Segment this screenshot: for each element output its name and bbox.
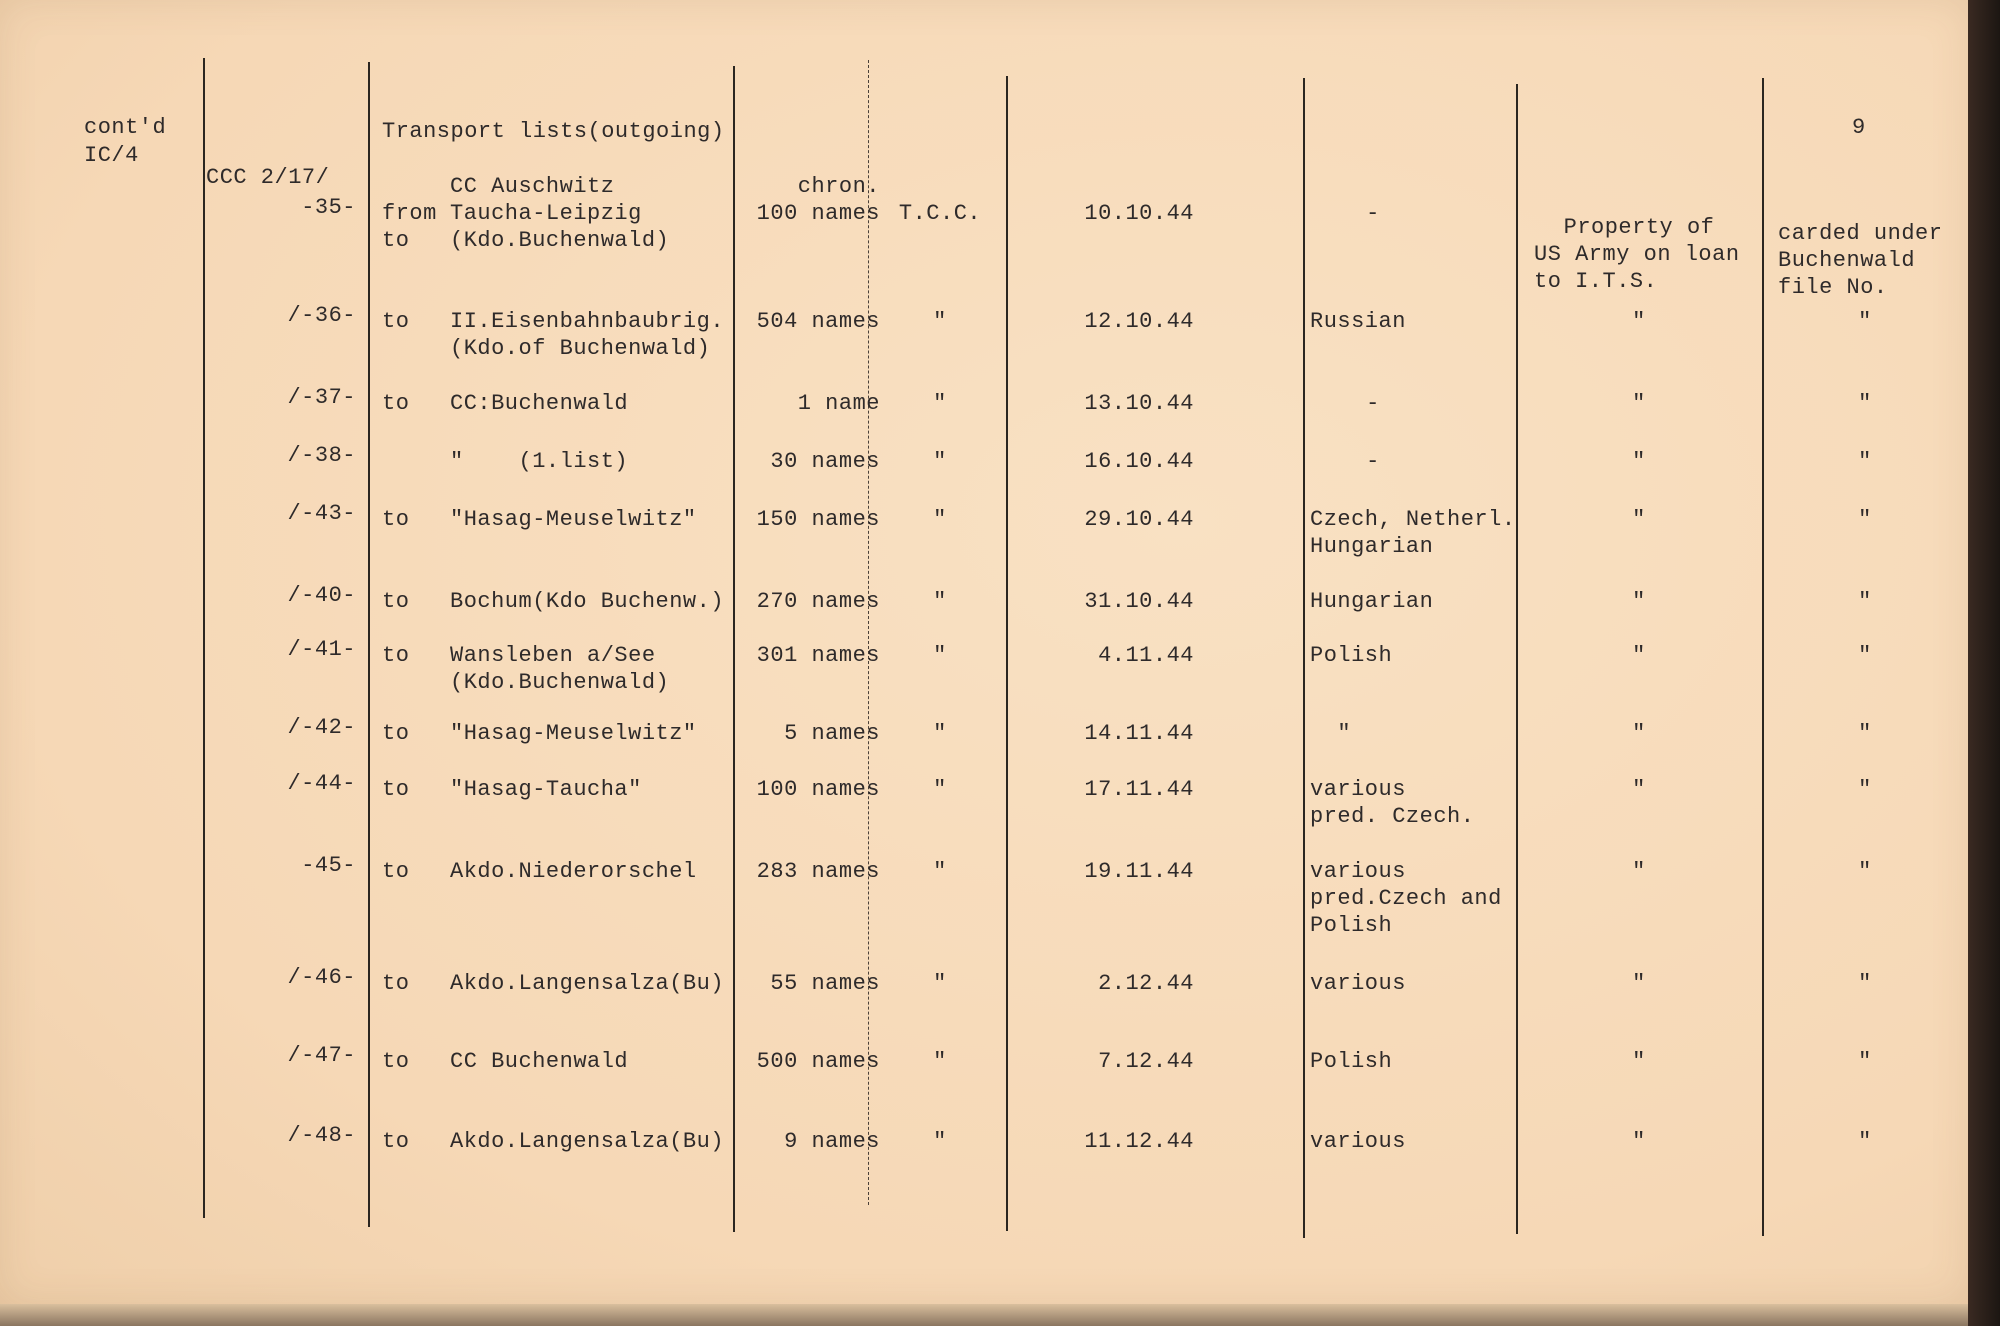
row-preposition: to <box>382 589 410 614</box>
row-name-count: 150 names <box>756 507 880 532</box>
row-number: -35- <box>301 195 356 220</box>
row-preposition: to <box>382 228 410 253</box>
row-name-count: 100 names <box>756 777 880 802</box>
column-rule <box>1303 78 1305 1238</box>
row-preposition: to <box>382 391 410 416</box>
row-property-ditto: " <box>1632 643 1646 668</box>
row-nationality: Russian <box>1310 309 1406 334</box>
row-date: 10.10.44 <box>1084 201 1194 226</box>
row-destination: "Hasag-Taucha" <box>450 777 642 802</box>
row-carded-ditto: " <box>1858 777 1872 802</box>
row-property-ditto: " <box>1632 1129 1646 1154</box>
row-number: /-36- <box>287 303 356 328</box>
row-tcc: " <box>933 859 947 884</box>
row-number: -45- <box>301 853 356 878</box>
row-date: 17.11.44 <box>1084 777 1194 802</box>
row-name-count: 500 names <box>756 1049 880 1074</box>
row-date: 4.11.44 <box>1098 643 1194 668</box>
row-name-count: 301 names <box>756 643 880 668</box>
row-carded-ditto: " <box>1858 971 1872 996</box>
row-nationality: " <box>1310 721 1352 746</box>
row-nationality: Czech, Netherl. <box>1310 507 1516 532</box>
row-property-ditto: " <box>1632 507 1646 532</box>
row-carded-ditto: " <box>1858 449 1872 474</box>
column-rule <box>1006 76 1008 1231</box>
row-carded-ditto: " <box>1858 859 1872 884</box>
row-nationality: Hungarian <box>1310 534 1434 559</box>
row-number: /-40- <box>287 583 356 608</box>
row-property-ditto: " <box>1632 309 1646 334</box>
row-nationality: various <box>1310 859 1406 884</box>
row-destination: CC:Buchenwald <box>450 391 629 416</box>
row-property-ditto: " <box>1632 859 1646 884</box>
row-property-ditto: " <box>1632 971 1646 996</box>
row-destination: CC Auschwitz <box>450 174 615 199</box>
row-property-ditto: " <box>1632 391 1646 416</box>
row-destination: "Hasag-Meuselwitz" <box>450 507 697 532</box>
column-rule <box>733 66 735 1232</box>
column-rule <box>203 58 205 1218</box>
row-property-ditto: " <box>1632 777 1646 802</box>
row-tcc: " <box>933 777 947 802</box>
row-name-count: chron. 100 names <box>756 174 880 226</box>
row-destination: (Kdo.of Buchenwald) <box>450 336 711 361</box>
page-right-edge <box>1968 0 2000 1326</box>
row-number: /-48- <box>287 1123 356 1148</box>
column-rule <box>368 62 370 1227</box>
row-nationality: various <box>1310 777 1406 802</box>
row-preposition: to <box>382 507 410 532</box>
row-nationality: pred. Czech. <box>1310 804 1475 829</box>
row-nationality: - <box>1366 201 1380 226</box>
row-date: 12.10.44 <box>1084 309 1194 334</box>
row-nationality: Hungarian <box>1310 589 1434 614</box>
row-name-count: 9 names <box>784 1129 880 1154</box>
row-date: 7.12.44 <box>1098 1049 1194 1074</box>
row-tcc: " <box>933 721 947 746</box>
row-carded-ditto: " <box>1858 643 1872 668</box>
row-preposition: to <box>382 721 410 746</box>
row-name-count: 30 names <box>770 449 880 474</box>
section-contd: cont'd <box>84 115 167 140</box>
row-nationality: Polish <box>1310 1049 1393 1074</box>
row-tcc: T.C.C. <box>898 201 982 226</box>
row-tcc: " <box>933 507 947 532</box>
row-preposition: to <box>382 859 410 884</box>
row-number: /-46- <box>287 965 356 990</box>
row-carded-ditto: " <box>1858 309 1872 334</box>
row-preposition: to <box>382 643 410 668</box>
row-destination: Akdo.Langensalza(Bu) <box>450 971 725 996</box>
row-number: /-43- <box>287 501 356 526</box>
row-date: 29.10.44 <box>1084 507 1194 532</box>
row-nationality: Polish <box>1310 643 1393 668</box>
row-property-ditto: " <box>1632 449 1646 474</box>
row-number: /-42- <box>287 715 356 740</box>
row-tcc: " <box>933 971 947 996</box>
row-tcc: " <box>933 589 947 614</box>
row-nationality: various <box>1310 1129 1406 1154</box>
row-destination: "Hasag-Meuselwitz" <box>450 721 697 746</box>
row-date: 14.11.44 <box>1084 721 1194 746</box>
row-name-count: 1 name <box>797 391 880 416</box>
row-property-ditto: " <box>1632 1049 1646 1074</box>
row-destination: " (1.list) <box>450 449 629 474</box>
row-number: /-41- <box>287 637 356 662</box>
row-carded-ditto: " <box>1858 721 1872 746</box>
row-date: 13.10.44 <box>1084 391 1194 416</box>
property-header-line-1: Property of <box>1563 215 1715 240</box>
row-tcc: " <box>933 643 947 668</box>
row-date: 16.10.44 <box>1084 449 1194 474</box>
row-destination: II.Eisenbahnbaubrig. <box>450 309 725 334</box>
row-tcc: " <box>933 391 947 416</box>
carded-header-line-1: carded under <box>1778 221 1943 246</box>
row-name-count: 55 names <box>770 971 880 996</box>
row-preposition: from <box>382 201 437 226</box>
row-property-ditto: " <box>1632 589 1646 614</box>
row-tcc: " <box>933 1049 947 1074</box>
row-name-count: 5 names <box>784 721 880 746</box>
row-destination: Akdo.Langensalza(Bu) <box>450 1129 725 1154</box>
row-property-ditto: " <box>1632 721 1646 746</box>
section-code: IC/4 <box>84 143 139 168</box>
row-tcc: " <box>933 1129 947 1154</box>
carded-header-line-2: Buchenwald <box>1778 248 1916 273</box>
row-carded-ditto: " <box>1858 1129 1872 1154</box>
row-name-count: 504 names <box>756 309 880 334</box>
row-preposition: to <box>382 1129 410 1154</box>
row-preposition: to <box>382 971 410 996</box>
row-destination: Taucha-Leipzig <box>450 201 642 226</box>
page-bottom-edge <box>0 1304 1968 1326</box>
row-destination: CC Buchenwald <box>450 1049 629 1074</box>
row-preposition: to <box>382 1049 410 1074</box>
row-date: 31.10.44 <box>1084 589 1194 614</box>
row-name-count: 270 names <box>756 589 880 614</box>
carded-header-line-3: file No. <box>1778 275 1888 300</box>
row-nationality: Polish <box>1310 913 1393 938</box>
row-date: 2.12.44 <box>1098 971 1194 996</box>
row-tcc: " <box>933 309 947 334</box>
row-number: /-44- <box>287 771 356 796</box>
row-number: /-38- <box>287 443 356 468</box>
property-header-line-2: US Army on loan <box>1534 242 1740 267</box>
column-rule <box>868 60 869 1205</box>
row-date: 11.12.44 <box>1084 1129 1194 1154</box>
row-name-count: 283 names <box>756 859 880 884</box>
row-carded-ditto: " <box>1858 507 1872 532</box>
row-nationality: various <box>1310 971 1406 996</box>
row-number: /-37- <box>287 385 356 410</box>
document-title: Transport lists(outgoing) <box>382 119 725 144</box>
row-tcc: " <box>933 449 947 474</box>
row-destination: (Kdo.Buchenwald) <box>450 228 670 253</box>
row-destination: Wansleben a/See <box>450 643 656 668</box>
row-carded-ditto: " <box>1858 391 1872 416</box>
row-preposition: to <box>382 309 410 334</box>
row-destination: Bochum(Kdo Buchenw.) <box>450 589 725 614</box>
row-number: /-47- <box>287 1043 356 1068</box>
row-carded-ditto: " <box>1858 589 1872 614</box>
row-preposition: to <box>382 777 410 802</box>
row-nationality: - <box>1366 449 1380 474</box>
row-date: 19.11.44 <box>1084 859 1194 884</box>
row-nationality: - <box>1366 391 1380 416</box>
page-number: 9 <box>1852 115 1866 140</box>
series-prefix: CCC 2/17/ <box>206 165 330 190</box>
property-header-line-3: to I.T.S. <box>1534 269 1658 294</box>
row-nationality: pred.Czech and <box>1310 886 1502 911</box>
row-destination: (Kdo.Buchenwald) <box>450 670 670 695</box>
row-destination: Akdo.Niederorschel <box>450 859 697 884</box>
row-carded-ditto: " <box>1858 1049 1872 1074</box>
